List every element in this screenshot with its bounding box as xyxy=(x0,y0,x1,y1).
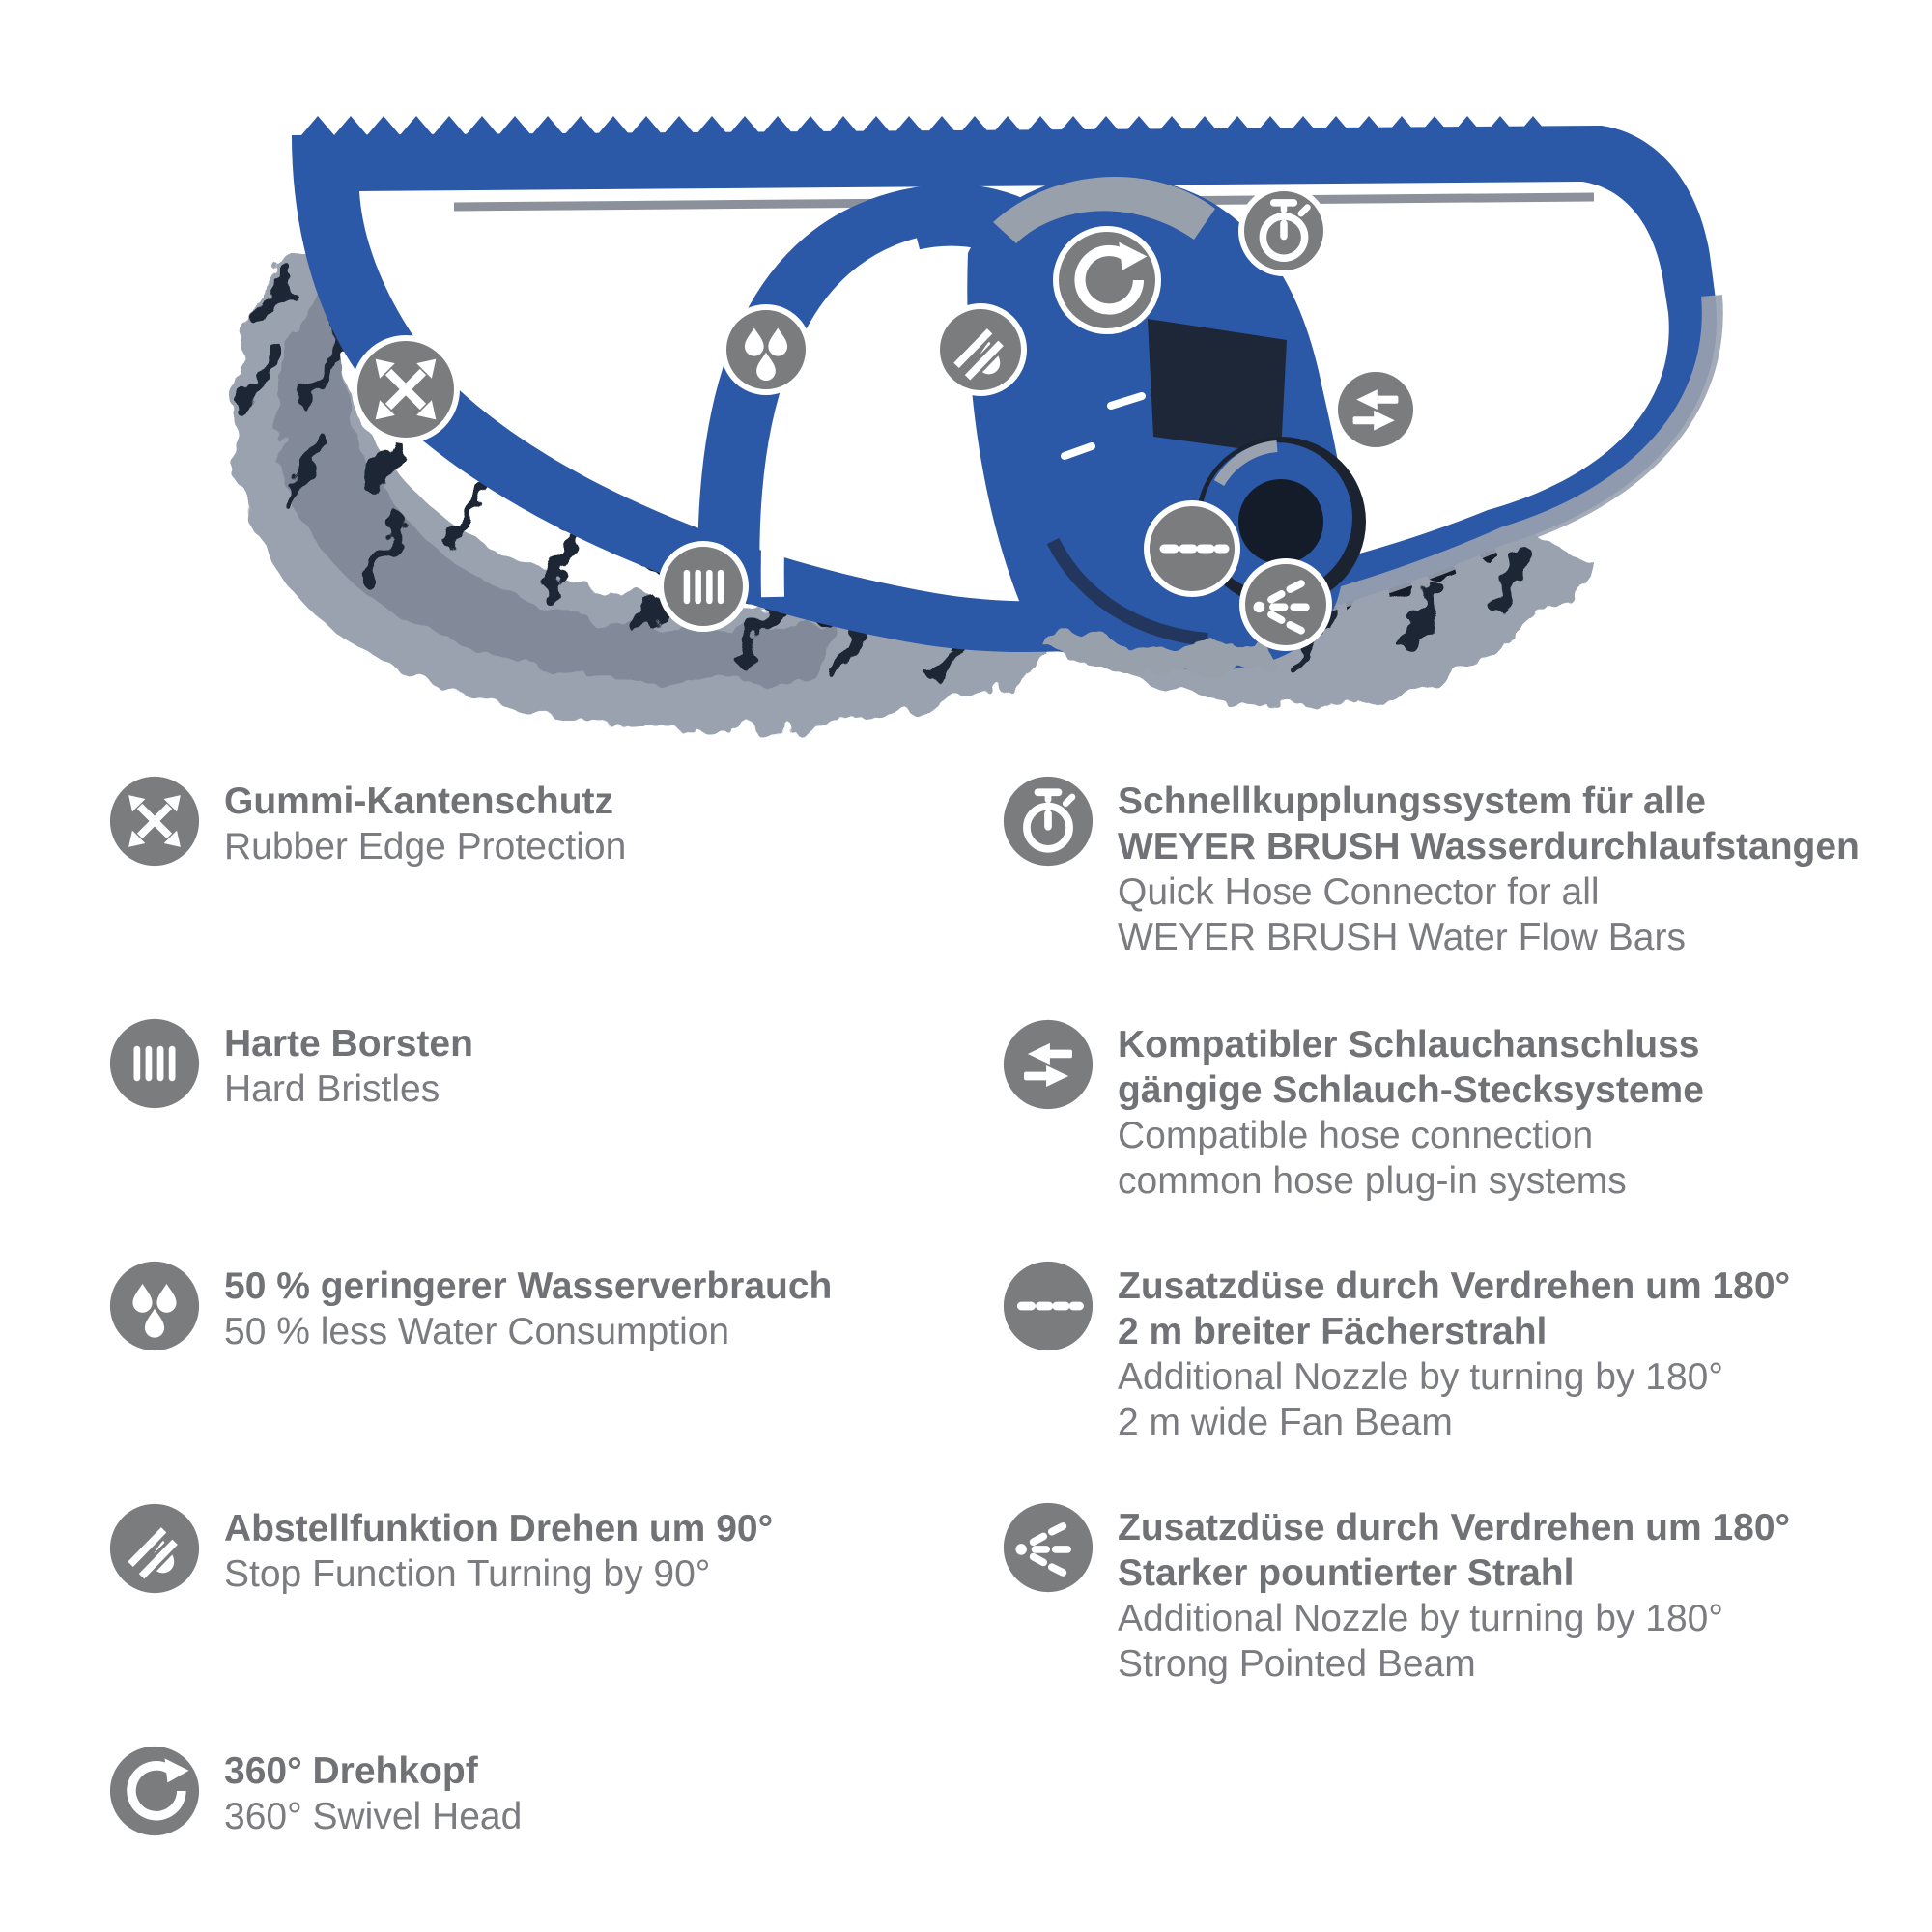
fan-beam-icon xyxy=(1002,1260,1094,1352)
feature-quick-connector xyxy=(1002,779,1860,960)
feature-title-de: 50 % geringerer Wasserverbrauch xyxy=(224,1265,833,1307)
fan-beam-icon xyxy=(1146,502,1238,595)
feature-subtitle-en: 2 m wide Fan Beam xyxy=(1118,1402,1453,1443)
feature-pointed-beam xyxy=(1002,1505,1790,1687)
feature-title-de: Starker pountierter Strahl xyxy=(1118,1552,1575,1594)
expand-arrows-icon xyxy=(354,337,458,441)
hose-arrows-icon xyxy=(1002,1018,1094,1111)
stop-drop-icon xyxy=(936,305,1025,394)
feature-hard-bristles xyxy=(108,1021,473,1112)
feature-subtitle-en: Strong Pointed Beam xyxy=(1118,1643,1476,1685)
feature-subtitle-en: Quick Hose Connector for all xyxy=(1118,871,1600,913)
feature-title-de: Kompatibler Schlauchanschluss xyxy=(1118,1024,1700,1065)
rotate-icon xyxy=(1055,228,1159,332)
feature-subtitle-en: Stop Function Turning by 90° xyxy=(224,1553,711,1595)
feature-title-de: Harte Borsten xyxy=(224,1023,473,1065)
feature-title-de: WEYER BRUSH Wasserdurchlaufstangen xyxy=(1118,826,1860,867)
bristles-icon xyxy=(661,544,747,630)
feature-swivel-head xyxy=(108,1748,522,1839)
feature-compatible-hose xyxy=(1002,1022,1704,1204)
hose-arrows-icon xyxy=(1334,368,1417,451)
pointed-beam-icon xyxy=(1002,1501,1094,1594)
rotate-icon xyxy=(108,1745,201,1837)
feature-stop-function xyxy=(108,1506,773,1597)
feature-subtitle-en: Rubber Edge Protection xyxy=(224,826,627,867)
feature-subtitle-en: WEYER BRUSH Water Flow Bars xyxy=(1118,917,1686,958)
feature-title-de: 360° Drehkopf xyxy=(224,1750,478,1792)
stop-drop-icon xyxy=(108,1502,201,1595)
feature-title-de: Zusatzdüse durch Verdrehen um 180° xyxy=(1118,1507,1791,1548)
feature-title-de: 2 m breiter Fächerstrahl xyxy=(1118,1311,1548,1352)
feature-title-de: gängige Schlauch-Stecksysteme xyxy=(1118,1069,1704,1111)
water-drops-icon xyxy=(723,306,810,393)
product-illustration xyxy=(0,0,1932,753)
feature-title-de: Zusatzdüse durch Verdrehen um 180° xyxy=(1118,1265,1791,1307)
expand-arrows-icon xyxy=(108,775,201,867)
feature-title-de: Abstellfunktion Drehen um 90° xyxy=(224,1508,774,1549)
feature-rubber-edge xyxy=(108,779,626,869)
pointed-beam-icon xyxy=(1241,560,1331,650)
feature-subtitle-en: Additional Nozzle by turning by 180° xyxy=(1118,1356,1723,1398)
feature-subtitle-en: 360° Swivel Head xyxy=(224,1796,523,1837)
feature-less-water xyxy=(108,1264,832,1354)
feature-subtitle-en: Hard Bristles xyxy=(224,1068,440,1110)
feature-title-de: Schnellkupplungssystem für alle xyxy=(1118,781,1706,822)
feature-title-de: Gummi-Kantenschutz xyxy=(224,781,614,822)
feature-subtitle-en: Additional Nozzle by turning by 180° xyxy=(1118,1598,1723,1639)
feature-subtitle-en: 50 % less Water Consumption xyxy=(224,1311,730,1352)
feature-subtitle-en: common hose plug-in systems xyxy=(1118,1160,1627,1202)
bristles-icon xyxy=(108,1017,201,1110)
feature-fan-beam xyxy=(1002,1264,1790,1445)
stopwatch-icon xyxy=(1240,187,1327,274)
stopwatch-icon xyxy=(1002,775,1094,867)
feature-subtitle-en: Compatible hose connection xyxy=(1118,1115,1594,1156)
water-drops-icon xyxy=(108,1260,201,1352)
